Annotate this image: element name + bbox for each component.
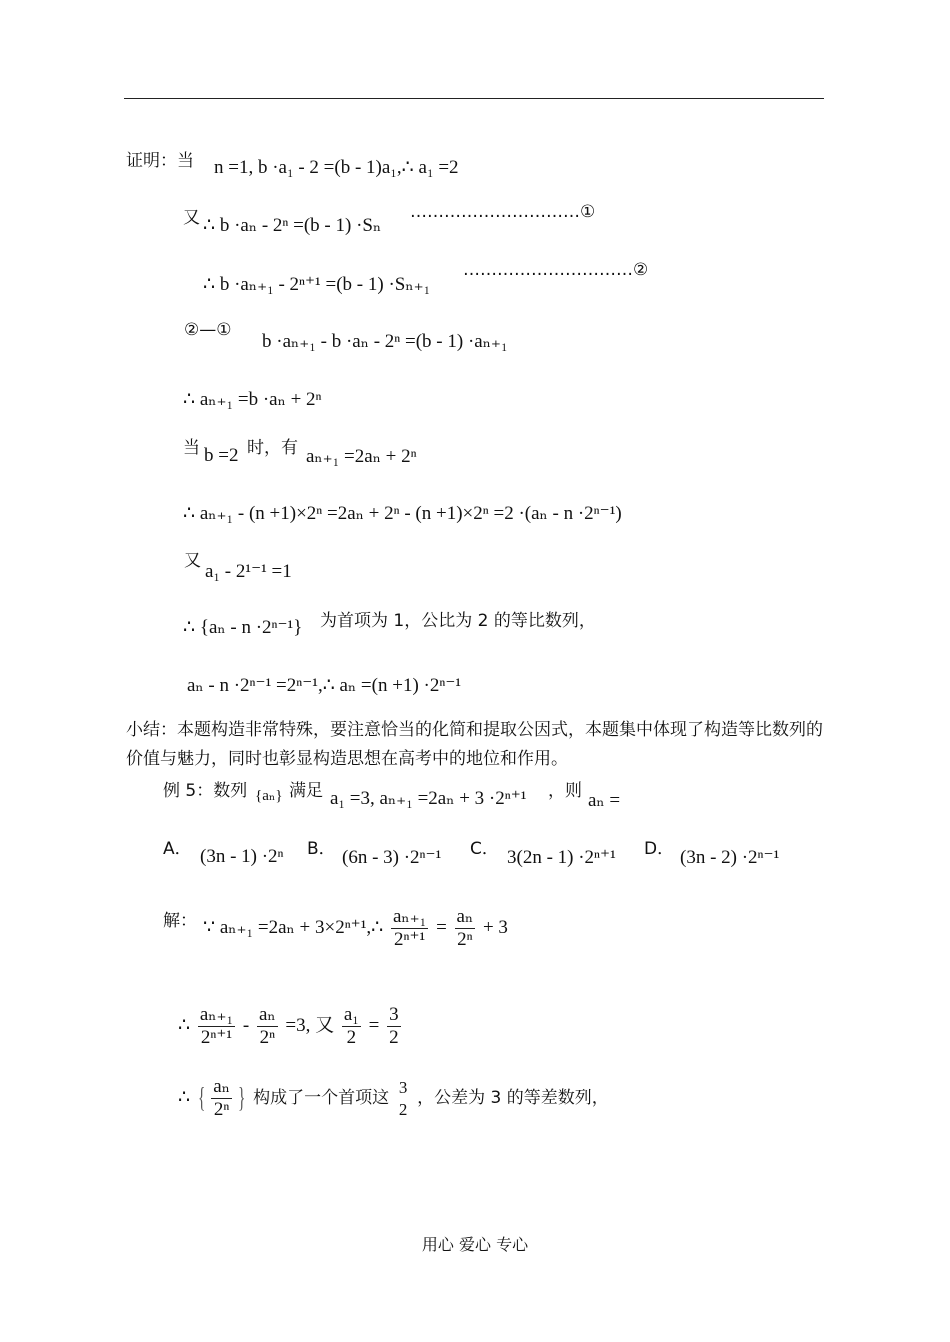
fraction-denominator: 2 <box>389 1027 399 1048</box>
fraction <box>391 906 428 951</box>
proof-you-2: 又 <box>184 551 201 571</box>
solution-step-1 <box>203 906 508 951</box>
left-brace: { <box>197 1082 206 1114</box>
solution-label: 解： <box>163 911 197 931</box>
fraction-denominator: 2ⁿ⁺¹ <box>200 1027 233 1048</box>
fraction <box>387 1004 401 1049</box>
proof-line-9-text: 为首项为 1，公比为 2 的等比数列， <box>320 611 596 631</box>
proof-sub-label: ②—① <box>184 320 232 340</box>
fraction <box>342 1004 361 1049</box>
example-label: 例 5：数列 <box>163 781 248 801</box>
equals-sign: = <box>436 916 447 938</box>
option-a-expr: (3n - 1) ·2ⁿ <box>200 846 284 867</box>
example-an-eq: aₙ = <box>588 790 621 811</box>
fraction <box>455 906 476 951</box>
fraction-numerator: aₙ <box>258 1004 276 1025</box>
fraction-numerator: aₙ <box>213 1076 230 1097</box>
proof-line-1: n =1, b ·a₁ - 2 =(b - 1)a₁,∴ a₁ =2 <box>214 157 459 178</box>
fraction-denominator: 2ⁿ <box>213 1099 230 1120</box>
proof-shi-you: 时，有 <box>247 438 298 458</box>
fraction-numerator: a₁ <box>343 1004 359 1025</box>
proof-line-7: ∴ aₙ₊₁ - (n +1)×2ⁿ =2aₙ + 2ⁿ - (n +1)×2ⁿ =2 ·(aₙ - n ·2ⁿ⁻¹) <box>183 503 622 524</box>
option-b-expr: (6n - 3) ·2ⁿ⁻¹ <box>342 847 442 868</box>
fraction <box>211 1076 232 1121</box>
option-a-letter: A． <box>163 839 192 859</box>
solution-step-3-text-2: ，公差为 3 的等差数列， <box>417 1087 609 1108</box>
solution-step-3 <box>178 1076 609 1121</box>
proof-line-5: ∴ aₙ₊₁ =b ·aₙ + 2ⁿ <box>183 389 322 410</box>
proof-dots-2: …………………………② <box>463 260 649 280</box>
option-c-expr: 3(2n - 1) ·2ⁿ⁺¹ <box>507 847 616 868</box>
fraction-denominator: 2ⁿ <box>259 1027 276 1048</box>
therefore-symbol: ∴ <box>178 1014 191 1036</box>
example-condition: a₁ =3, aₙ₊₁ =2aₙ + 3 ·2ⁿ⁺¹ <box>330 788 527 809</box>
fraction <box>198 1004 235 1049</box>
option-d-letter: D． <box>644 839 675 859</box>
solution-step-2 <box>178 1004 404 1049</box>
fraction-numerator: 3 <box>389 1004 399 1025</box>
solution-step-3-text-1: 构成了一个首项这 <box>253 1087 390 1108</box>
proof-line-6: aₙ₊₁ =2aₙ + 2ⁿ <box>306 446 417 467</box>
proof-line-4: b ·aₙ₊₁ - b ·aₙ - 2ⁿ =(b - 1) ·aₙ₊₁ <box>262 331 508 352</box>
proof-label: 证明：当 <box>126 151 194 171</box>
proof-line-3: ∴ b ·aₙ₊₁ - 2ⁿ⁺¹ =(b - 1) ·Sₙ₊₁ <box>203 274 431 295</box>
proof-line-10: aₙ - n ·2ⁿ⁻¹ =2ⁿ⁻¹,∴ aₙ =(n +1) ·2ⁿ⁻¹ <box>187 675 462 696</box>
proof-b-eq: b =2 <box>204 445 239 466</box>
header-rule <box>124 98 824 99</box>
fraction-numerator: 3 <box>398 1077 408 1097</box>
fraction-denominator: 2ⁿ <box>457 929 473 950</box>
summary-paragraph: 小结：本题构造非常特殊，要注意恰当的化简和提取公因式，本题集中体现了构造等比数列的价值与魅力，同时也彰显构造思想在高考中的地位和作用。 <box>126 720 823 769</box>
fraction-denominator: 2 <box>398 1099 408 1119</box>
fraction-denominator: 2ⁿ⁺¹ <box>394 929 426 950</box>
page-footer: 用心 爱心 专心 <box>421 1235 529 1254</box>
example-seq: {aₙ} <box>255 788 283 804</box>
proof-line-9-math: ∴ {aₙ - n ·2ⁿ⁻¹} <box>183 617 303 638</box>
equals-sign: = <box>368 1014 380 1036</box>
option-d-expr: (3n - 2) ·2ⁿ⁻¹ <box>680 847 780 868</box>
proof-line-8: a₁ - 2¹⁻¹ =1 <box>205 561 292 582</box>
therefore-symbol: ∴ <box>178 1086 191 1108</box>
proof-you-1: 又 <box>183 208 200 228</box>
minus-sign: - <box>242 1014 250 1036</box>
proof-dots-1: …………………………① <box>410 202 596 222</box>
option-b-letter: B． <box>307 839 336 859</box>
fraction-numerator: aₙ₊₁ <box>199 1004 234 1025</box>
fraction-numerator: aₙ₊₁ <box>393 906 427 927</box>
fraction <box>397 1077 410 1121</box>
proof-line-2: ∴ b ·aₙ - 2ⁿ =(b - 1) ·Sₙ <box>203 215 382 236</box>
proof-dang: 当 <box>183 438 200 458</box>
equals-three: =3, 又 <box>285 1014 335 1036</box>
fraction <box>257 1004 278 1049</box>
right-brace: } <box>237 1082 246 1114</box>
fraction-numerator: aₙ <box>456 906 474 927</box>
example-satisfy: 满足 <box>289 781 323 801</box>
option-c-letter: C． <box>470 839 499 859</box>
example-then: ，则 <box>548 781 582 801</box>
plus-three: + 3 <box>482 916 508 938</box>
solution-step-1-lead: ∵ aₙ₊₁ =2aₙ + 3×2ⁿ⁺¹,∴ <box>203 916 384 938</box>
fraction-denominator: 2 <box>346 1027 357 1048</box>
